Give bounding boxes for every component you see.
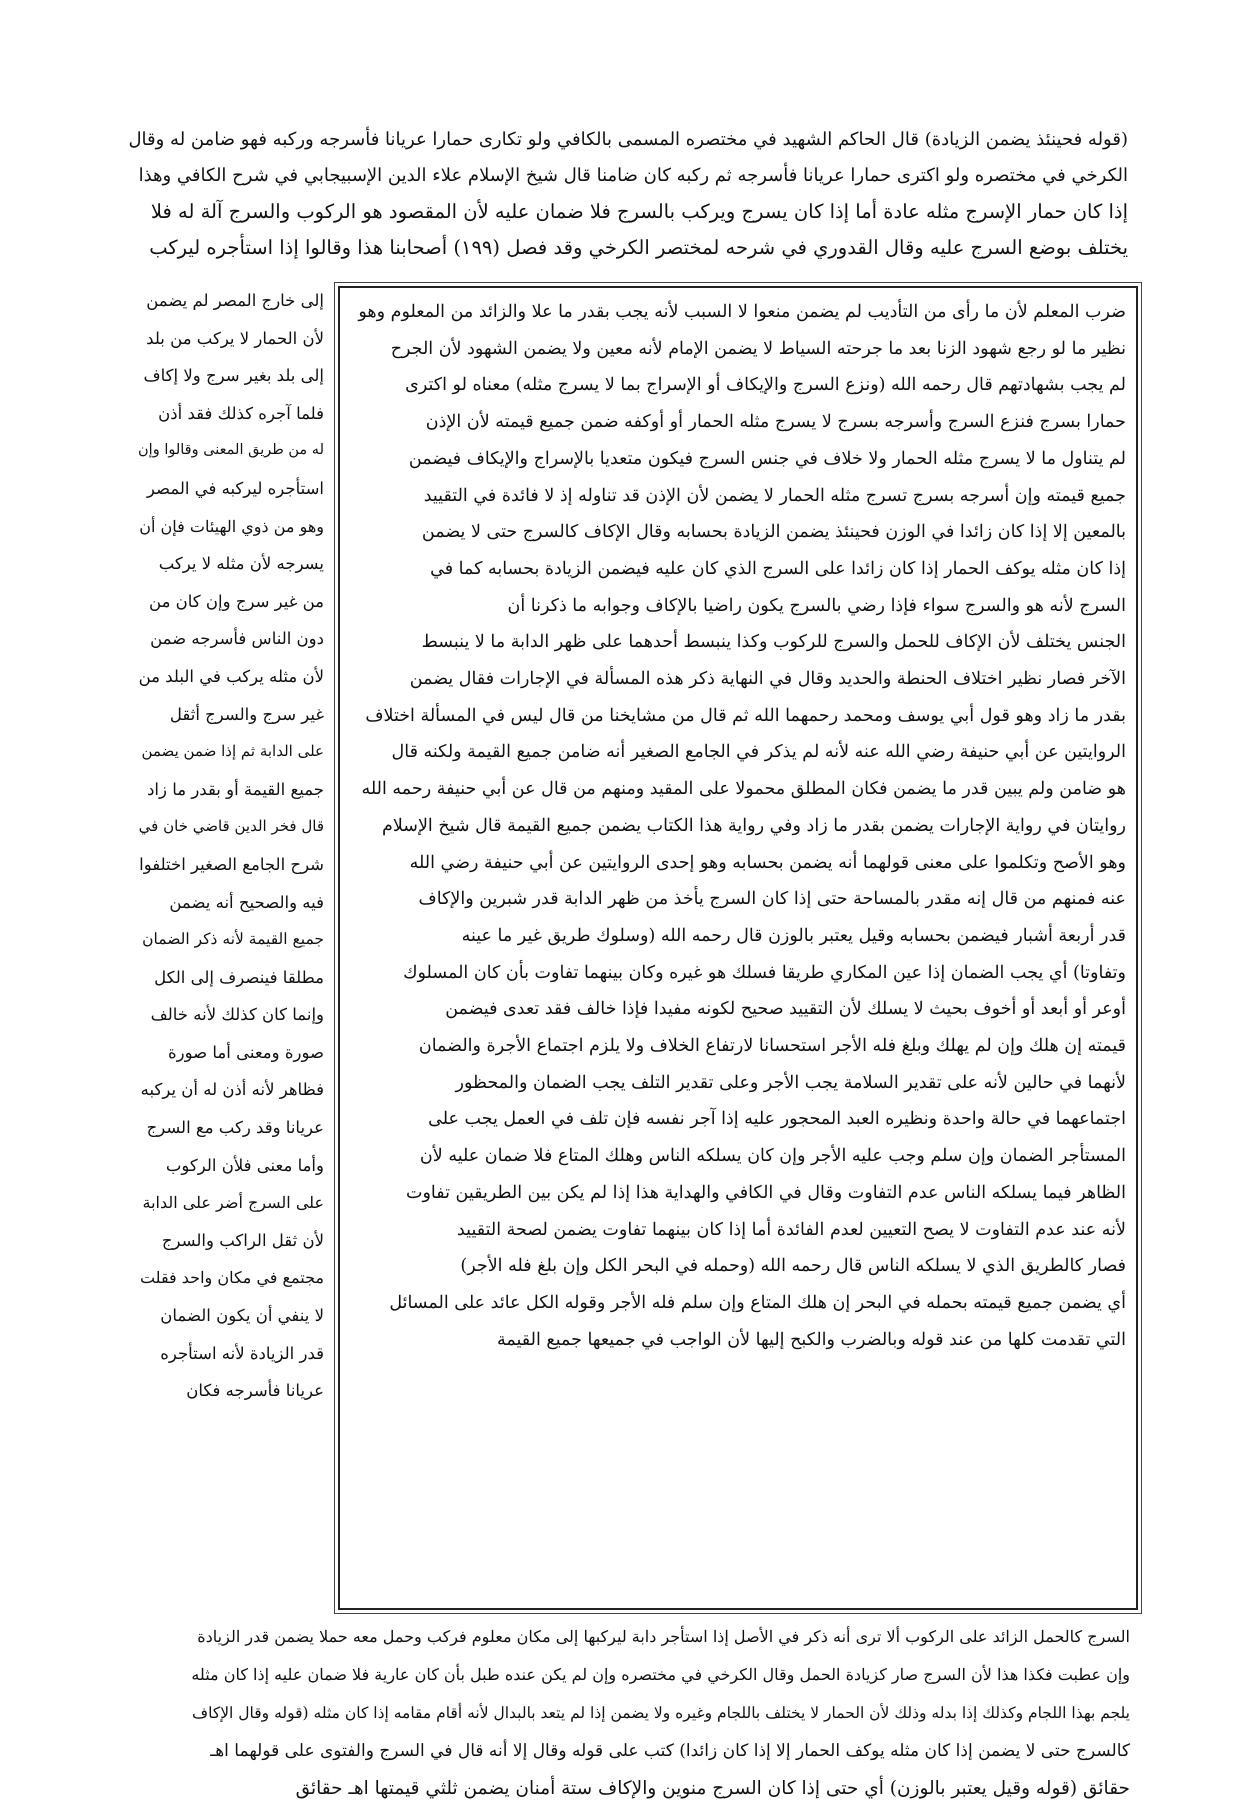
margin-commentary-line: وأما معنى فلأن الركوب — [165, 1155, 324, 1175]
main-text-line: التي تقدمت كلها من عند قوله وبالضرب والكبح إليها لأن الواجب في جميعها جميع القيمة — [496, 1329, 1126, 1350]
margin-commentary-line: عريانا وقد ركب مع السرج — [146, 1118, 324, 1138]
top-commentary-line: إذا كان حمار الإسرج مثله عادة أما إذا كان يسرج ويركب بالسرج فلا ضمان عليه لأن المقصود هو الركوب والسرج آلة له فلا — [150, 200, 1128, 223]
main-text-line: لأنه عند عدم التفاوت لا يصح التعيين لعدم الفائدة أما إذا كان بينهما تفاوت يضمن لصحة التقييد — [457, 1219, 1126, 1240]
margin-commentary-line: عريانا فأسرجه فكان — [186, 1381, 324, 1401]
bottom-commentary-line: وإن عطبت فكذا هذا لأن السرج صار كزيادة الحمل وقال الكرخي في مختصره وإن لم يكن عنده طبل بأن كان عارية فلا ضمان عليه إذا كان مثله — [191, 1665, 1130, 1684]
margin-commentary-line: وهو من ذوي الهيئات فإن أن — [139, 516, 324, 536]
main-text-line: السرج لأنه هو والسرج سواء فإذا رضي بالسرج يكون راضيا بالإكاف وجوابه ما ذكرنا أن — [507, 595, 1126, 616]
bottom-commentary-line: حقائق (قوله وقيل يعتبر بالوزن) أي حتى إذا كان السرج منوين والإكاف ستة أمنان يضمن ثلثي قيمتها اهـ حقائق — [295, 1778, 1130, 1799]
bottom-commentary-line: السرج كالحمل الزائد على الركوب ألا ترى أنه ذكر في الأصل إذا استأجر دابة ليركبها إلى مكان معلوم فركب وحمل معه حملا يضمن قدر الزيادة — [197, 1627, 1130, 1646]
main-text-line: وهو الأصح وتكلموا على معنى قولهما أنه يضمن بحسابه وهو إحدى الروايتين عن أبي حنيفة رضي الله — [409, 852, 1126, 873]
margin-commentary-line: قال فخر الدين قاضي خان في — [138, 817, 324, 836]
margin-commentary-line: لا ينفي أن يكون الضمان — [160, 1306, 324, 1326]
margin-commentary-line: على الدابة ثم إذا ضمن يضمن — [141, 742, 324, 761]
margin-commentary-line: يسرجه لأن مثله لا يركب — [158, 554, 324, 574]
main-text-line: بقدر ما زاد وهو قول أبي يوسف ومحمد رحمهما الله ثم قال من مشايخنا من قال ليس في المسألة اختلاف — [365, 705, 1126, 726]
main-text-line: أوعر أو أبعد أو أخوف بحيث لا يسلك لأن التقييد صحيح لكونه مفيدا فإذا خالف فقد تعدى فيضمن — [445, 999, 1126, 1020]
margin-commentary-line: دون الناس فأسرجه ضمن — [150, 629, 324, 649]
main-text-line: نظير ما لو رجع شهود الزنا بعد ما جرحته السياط لا يضمن الإمام لأنه معين ولا يضمن الشهود لأن الجرح — [390, 338, 1126, 359]
main-text-line: لأنهما في حالين لأنه على تقدير السلامة يجب الأجر وعلى تقدير التلف يجب الضمان والمحظور — [455, 1072, 1126, 1093]
main-text-line: فصار كالطريق الذي لا يسلكه الناس قال رحمه الله (وحمله في البحر الكل وإن بلغ فله الأجر) — [460, 1256, 1126, 1277]
margin-commentary-line: مجتمع في مكان واحد فقلت — [139, 1268, 324, 1288]
margin-commentary-line: له من طريق المعنى وقالوا وإن — [138, 442, 324, 459]
margin-commentary-line: صورة ومعنى أما صورة — [168, 1042, 324, 1062]
main-text-line: الآخر فصار نظير اختلاف الحنطة والحديد وقال في النهاية ذكر هذه المسألة في الإجارات فقال يضمن — [409, 669, 1126, 690]
margin-commentary-line: إلى بلد بغير سرج ولا إكاف — [143, 366, 324, 386]
margin-commentary-line: استأجره ليركبه في المصر — [146, 478, 324, 498]
main-text-line: المستأجر الضمان وإن سلم وجب عليه الأجر وإن كان يسلكه الناس وهلك المتاع فلا ضمان عليه لأن — [419, 1146, 1126, 1167]
main-text-line: روايتان في رواية الإجارات يضمن بقدر ما زاد وفي رواية هذا الكتاب يضمن جميع القيمة قال شيخ الإسلام — [382, 815, 1126, 836]
main-text-line: قدر أربعة أشبار فيضمن بحسابه وقيل يعتبر بالوزن قال رحمه الله (وسلوك طريق غير ما عينه — [461, 925, 1126, 946]
margin-commentary-line: مطلقا فينصرف إلى الكل — [154, 967, 324, 987]
main-text-line: بالمعين إلا إذا كان زائدا في الوزن فحينئذ يضمن الزيادة بحسابه وقال الإكاف كالسرج حتى لا يضمن — [421, 522, 1126, 543]
margin-commentary-line: فيه والصحيح أنه يضمن — [169, 892, 324, 912]
bottom-commentary-block — [190, 1618, 1130, 1808]
main-text-line: وتفاوتا) أي يجب الضمان إذا عين المكاري طريقا فسلك هو غيره وكان بينهما تفاوت بأن كان المسلوك — [403, 962, 1126, 983]
main-text-line: الروايتين عن أبي حنيفة رضي الله عنه لأنه لم يذكر في الجامع الصغير أنه ضامن جميع القيمة ولكنه قال — [391, 742, 1126, 763]
main-text-block — [346, 294, 1126, 1358]
main-text-line: لم يتناول ما لا يسرج مثله الحمار ولا خلاف في جنس السرج فيكون متعديا بالإسراج والإيكاف فيضمن — [408, 448, 1126, 469]
margin-commentary-line: وإنما كان كذلك لأنه خالف — [150, 1005, 324, 1025]
main-text-line: قيمته إن هلك وإن لم يهلك وبلغ فله الأجر استحسانا لارتفاع الخلاف ولا يلزم اجتماع الأجرة والضمان — [418, 1036, 1126, 1057]
main-text-line: عنه فمنهم من قال إنه مقدر بالمساحة حتى إذا كان السرج يأخذ من ظهر الدابة قدر شبرين والإكاف — [418, 889, 1126, 910]
bottom-commentary-line: يلجم بهذا اللجام وكذلك إذا بدله وذلك لأن الحمار لا يختلف باللجام وغيره ولا يضمن إذا لم يتعد بالبدال لأنه أقام مقامه إذا كان مثله (قوله وقال الإكاف — [192, 1704, 1130, 1722]
main-text-line: إذا كان مثله يوكف الحمار إذا كان زائدا على السرج الذي كان عليه فيضمن الزيادة بحسابه كما في — [430, 558, 1126, 579]
margin-commentary-block — [138, 282, 324, 1410]
main-text-line: اجتماعهما في حالة واحدة ونظيره العبد المحجور عليه إذا آجر نفسه فإن تلف في العمل يجب على — [428, 1109, 1126, 1130]
margin-commentary-line: من غير سرج وإن كان من — [149, 591, 324, 611]
main-text-line: جميع قيمته وإن أسرجه بسرج تسرج مثله الحمار لا يضمن لأن الإذن قد تناوله إذ لا فائدة في التقييد — [423, 485, 1126, 506]
margin-commentary-line: فلما آجره كذلك فقد أذن — [158, 403, 324, 423]
margin-commentary-line: جميع القيمة لأنه ذكر الضمان — [142, 930, 324, 949]
main-text-line: لم يجب بشهادتهم قال رحمه الله (ونزع السرج والإيكاف أو الإسراج بما لا يسرج مثله) معناه لو اكترى — [405, 375, 1126, 396]
margin-commentary-line: فظاهر لأنه أذن له أن يركبه — [140, 1080, 324, 1100]
top-commentary-line: (قوله فحينئذ يضمن الزيادة) قال الحاكم الشهيد في مختصره المسمى بالكافي ولو تكارى حمارا عريانا فأسرجه وركبه فهو ضامن له وقال — [128, 129, 1128, 150]
top-commentary-block — [118, 122, 1128, 266]
margin-commentary-line: لأن ثقل الراكب والسرج — [161, 1230, 324, 1250]
main-text-line: الجنس يختلف لأن الإكاف للحمل والسرج للركوب وكذا ينبسط أحدهما على ظهر الدابة ما لا ينبسط — [421, 632, 1126, 653]
margin-commentary-line: غير سرج والسرج أثقل — [169, 704, 324, 724]
margin-commentary-line: شرح الجامع الصغير اختلفوا — [139, 854, 324, 874]
main-text-line: هو ضامن ولم يبين قدر ما يضمن فكان المطلق محمولا على المقيد ومنهم من قال عن أبي حنيفة رحمه الله — [361, 779, 1126, 800]
main-text-line: الظاهر فيما يسلكه الناس عدم التفاوت وقال في الكافي والهداية هذا إذا لم يكن بين الطريقين تفاوت — [406, 1182, 1126, 1203]
margin-commentary-line: لأن الحمار لا يركب من بلد — [146, 328, 324, 348]
main-text-line: حمارا بسرج فنزع السرج وأسرجه بسرج لا يسرج مثله الحمار أو أوكفه ضمن جميع قيمته لأن الإذن — [425, 412, 1126, 433]
top-commentary-line: يختلف بوضع السرج عليه وقال القدوري في شرحه لمختصر الكرخي وقد فصل (١٩٩) أصحابنا هذا وقالوا إذا استأجره ليركب — [149, 236, 1128, 259]
margin-commentary-line: جميع القيمة أو بقدر ما زاد — [147, 779, 324, 799]
bottom-commentary-line: كالسرج حتى لا يضمن إذا كان مثله يوكف الحمار إلا إذا كان زائدا) كتب على قوله وقال إلا أنه قال في السرج والفتوى على قولهما اهـ — [210, 1741, 1130, 1761]
margin-commentary-line: إلى خارج المصر لم يضمن — [146, 291, 324, 310]
top-commentary-line: الكرخي في مختصره ولو اكترى حمارا عريانا فأسرجه ثم ركبه كان ضامنا قال شيخ الإسلام علاء الدين الإسبيجابي في شرح الكافي وهذا — [138, 165, 1128, 186]
margin-commentary-line: لأن مثله يركب في البلد من — [138, 666, 324, 686]
margin-commentary-line: على السرج أضر على الدابة — [142, 1193, 324, 1213]
main-text-line: أي يضمن جميع قيمته بحمله في البحر إن هلك المتاع وإن سلم فله الأجر وقوله الكل عائد على المسائل — [389, 1292, 1126, 1313]
margin-commentary-line: قدر الزيادة لأنه استأجره — [160, 1343, 324, 1363]
main-text-line: ضرب المعلم لأن ما رأى من التأديب لم يضمن منعوا لا السبب لأنه يجب بقدر ما علا والزائد من المعلوم وهو — [358, 302, 1126, 322]
